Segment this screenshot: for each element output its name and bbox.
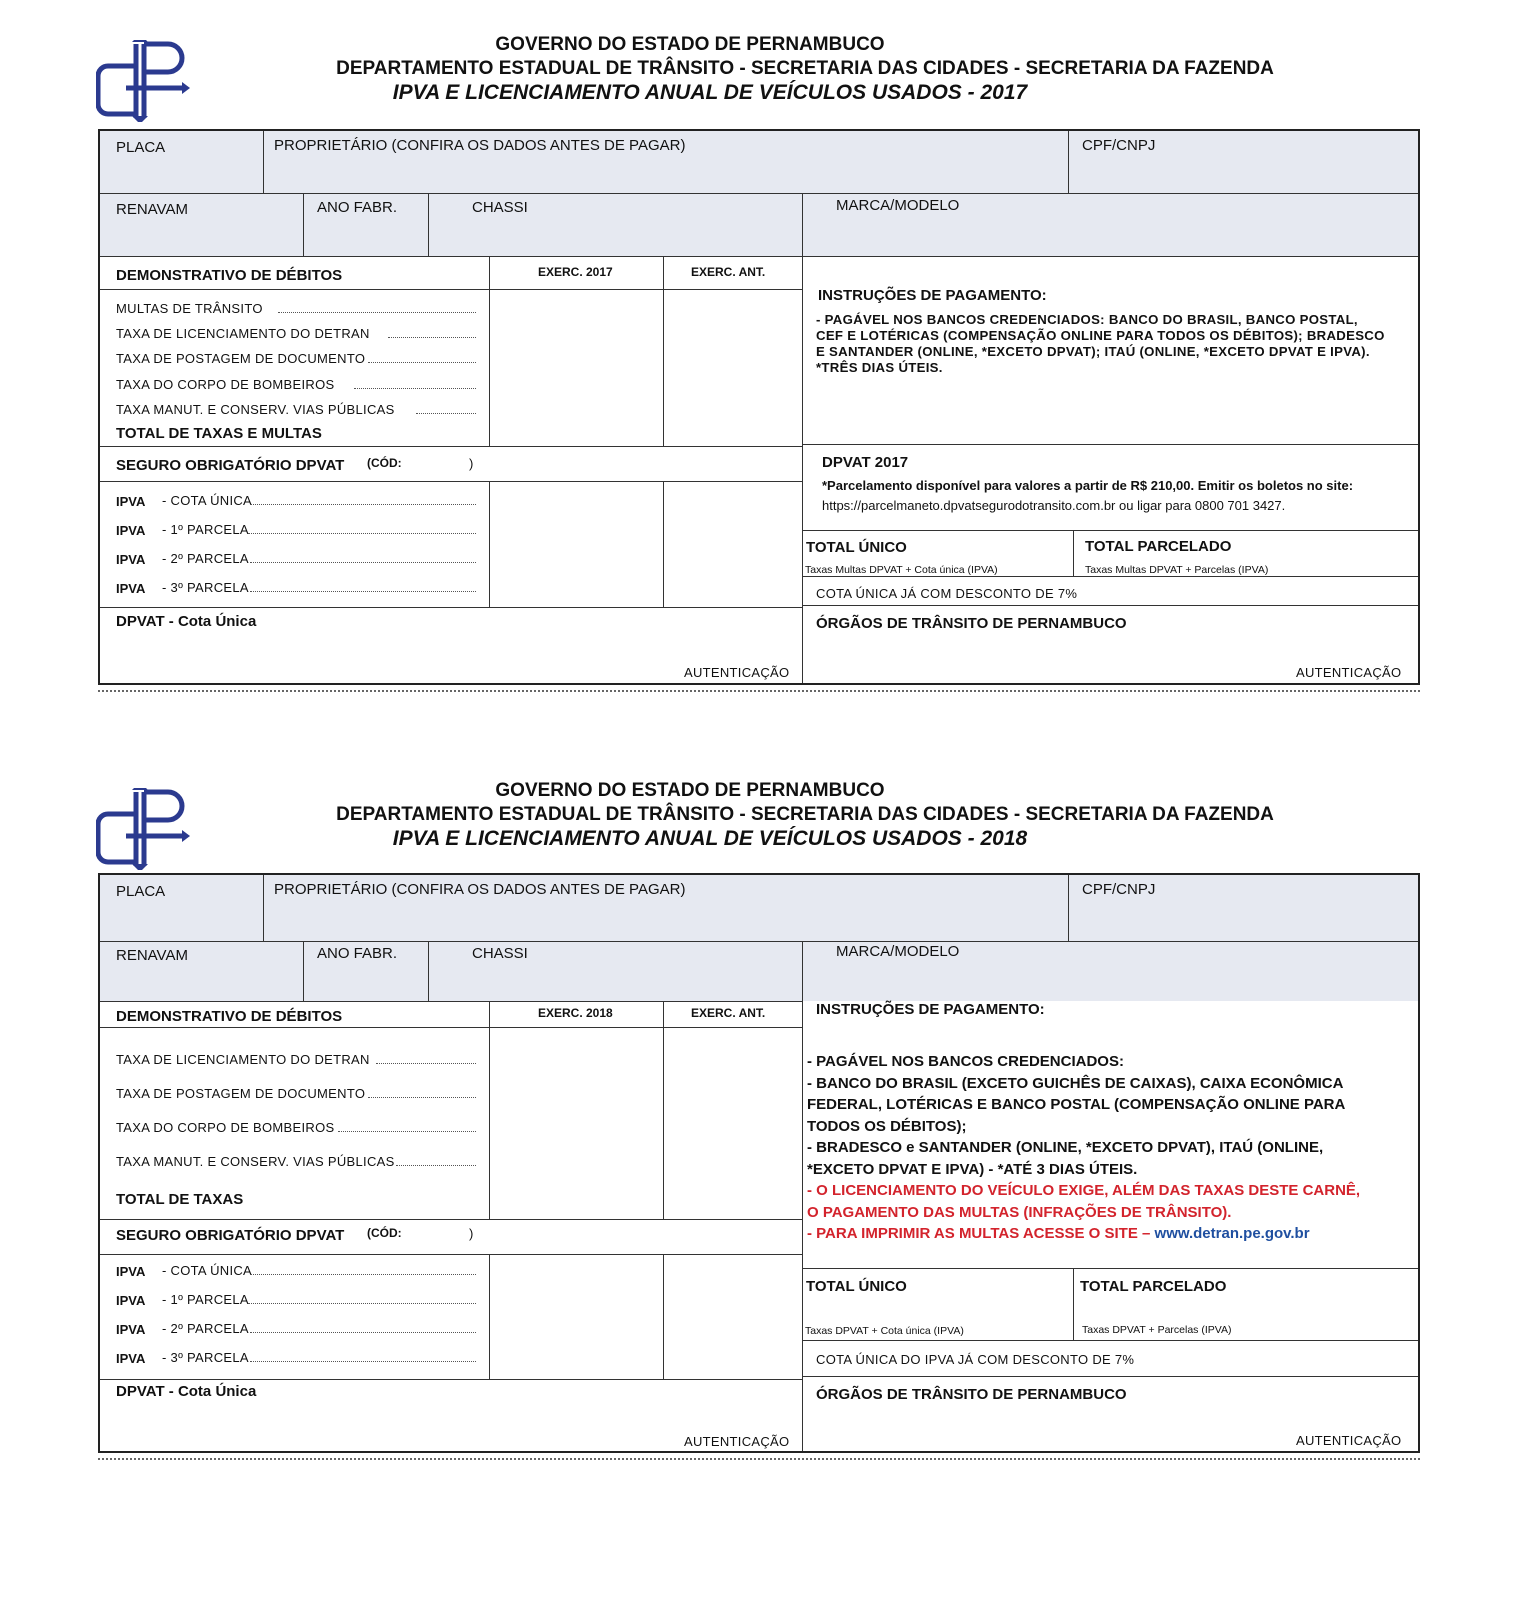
total-parcelado-label: TOTAL PARCELADO <box>1085 538 1232 555</box>
autenticacao-right: AUTENTICAÇÃO <box>1296 665 1402 680</box>
total-taxas-label: TOTAL DE TAXAS E MULTAS <box>116 425 322 442</box>
ano-fabr-label: ANO FABR. <box>317 945 398 962</box>
cod-close: ) <box>469 456 474 471</box>
instr-text: - PAGÁVEL NOS BANCOS CREDENCIADOS: BANCO DO BRASIL, BANCO POSTAL, CEF E LOTÉRICAS (COMPENSAÇÃO ONLINE PARA TODOS OS DÉBITOS); BRADESCO E SANTANDER (ONLINE, *EXCETO DPVAT); ITAÚ (ONLINE, *EXCETO DPVAT E IPVA). *TRÊS DIAS ÚTEIS. <box>816 312 1385 375</box>
item-taxa-bombeiros: TAXA DO CORPO DE BOMBEIROS <box>116 377 335 392</box>
sub-parcelado: Taxas Multas DPVAT + Parcelas (IPVA) <box>1085 564 1269 576</box>
dpvat-title: DPVAT 2017 <box>822 454 909 471</box>
cpf-label: CPF/CNPJ <box>1082 137 1156 154</box>
instr-title: INSTRUÇÕES DE PAGAMENTO: <box>816 1001 1045 1018</box>
dpvat-line2: https://parcelmaneto.dpvatsegurodotransito.com.br ou ligar para 0800 701 3427. <box>822 498 1286 513</box>
autenticacao-left: AUTENTICAÇÃO <box>684 665 790 680</box>
autenticacao-right: AUTENTICAÇÃO <box>1296 1433 1402 1448</box>
ipva-label: IPVA <box>116 1264 146 1279</box>
ipva-label: IPVA <box>116 523 146 538</box>
chassi-label: CHASSI <box>472 199 528 216</box>
ipva-cota-unica: - COTA ÚNICA <box>162 493 253 508</box>
item-taxa-bombeiros: TAXA DO CORPO DE BOMBEIROS <box>116 1120 335 1135</box>
ipva-parcela-1: - 1º PARCELA <box>162 1292 249 1307</box>
cod-label: (CÓD: <box>367 456 402 470</box>
total-taxas-label: TOTAL DE TAXAS <box>116 1191 244 1208</box>
marca-modelo-label: MARCA/MODELO <box>836 943 960 960</box>
exerc-label: EXERC. 2018 <box>538 1006 613 1020</box>
exerc-ant-label: EXERC. ANT. <box>691 265 766 279</box>
seguro-label: SEGURO OBRIGATÓRIO DPVAT <box>116 457 345 474</box>
gov-title: GOVERNO DO ESTADO DE PERNAMBUCO <box>495 34 885 55</box>
detran-pe-logo-icon <box>96 40 190 122</box>
gov-title: GOVERNO DO ESTADO DE PERNAMBUCO <box>495 780 885 801</box>
total-parcelado-label: TOTAL PARCELADO <box>1080 1278 1227 1295</box>
item-taxa-manut: TAXA MANUT. E CONSERV. VIAS PÚBLICAS <box>116 402 395 417</box>
dpvat-cota-label: DPVAT - Cota Única <box>116 613 257 630</box>
cut-line <box>98 1458 1420 1460</box>
sub-parcelado: Taxas DPVAT + Parcelas (IPVA) <box>1082 1324 1232 1336</box>
form-box <box>98 129 1420 685</box>
dpvat-cota-label: DPVAT - Cota Única <box>116 1383 257 1400</box>
cod-close: ) <box>469 1226 474 1241</box>
item-multas: MULTAS DE TRÂNSITO <box>116 301 263 316</box>
detran-site-link[interactable]: www.detran.pe.gov.br <box>1154 1225 1310 1242</box>
exerc-label: EXERC. 2017 <box>538 265 613 279</box>
renavam-label: RENAVAM <box>116 947 188 964</box>
cpf-label: CPF/CNPJ <box>1082 881 1156 898</box>
form-title: IPVA E LICENCIAMENTO ANUAL DE VEÍCULOS USADOS - 2018 <box>392 827 1028 850</box>
item-taxa-licenciamento: TAXA DE LICENCIAMENTO DO DETRAN <box>116 326 370 341</box>
instr-text: - PAGÁVEL NOS BANCOS CREDENCIADOS: - BANCO DO BRASIL (EXCETO GUICHÊS DE CAIXAS), CAIXA ECONÔMICA FEDERAL, LOTÉRICAS E BANCO POSTAL (COMPENSAÇÃO ONLINE PARA TODOS OS DÉBITOS); - BRADESCO e SANTANDER (ONLINE, *EXCETO DPVAT), ITAÚ (ONLINE, *EXCETO DPVAT E IPVA) - *ATÉ 3 DIAS ÚTEIS. - O LICENCIAMENTO DO VEÍCULO EXIGE, ALÉM DAS TAXAS DESTE CARNÊ, O PAGAMENTO DAS MULTAS (INFRAÇÕES DE TRÂNSITO). - PARA IMPRIMIR AS MULTAS ACESSE O SITE – www.detran.pe.gov.br <box>807 1053 1361 1242</box>
sub-unico: Taxas DPVAT + Cota única (IPVA) <box>805 1325 964 1337</box>
ipva-label: IPVA <box>116 1322 146 1337</box>
ipva-label: IPVA <box>116 581 146 596</box>
demonstrativo-label: DEMONSTRATIVO DE DÉBITOS <box>116 1008 343 1025</box>
ipva-label: IPVA <box>116 1293 146 1308</box>
cut-line <box>98 690 1420 692</box>
ipva-cota-unica: - COTA ÚNICA <box>162 1263 253 1278</box>
proprietario-label: PROPRIETÁRIO (CONFIRA OS DADOS ANTES DE PAGAR) <box>274 881 686 898</box>
exerc-ant-label: EXERC. ANT. <box>691 1006 766 1020</box>
ipva-label: IPVA <box>116 1351 146 1366</box>
dept-title: DEPARTAMENTO ESTADUAL DE TRÂNSITO - SECRETARIA DAS CIDADES - SECRETARIA DA FAZENDA <box>336 804 1274 825</box>
orgaos-label: ÓRGÃOS DE TRÂNSITO DE PERNAMBUCO <box>816 615 1127 632</box>
instr-title: INSTRUÇÕES DE PAGAMENTO: <box>818 287 1047 304</box>
form-box <box>98 873 1420 1453</box>
dpvat-line1: *Parcelamento disponível para valores a partir de R$ 210,00. Emitir os boletos no site: <box>822 478 1354 493</box>
ano-fabr-label: ANO FABR. <box>317 199 398 216</box>
sub-unico: Taxas Multas DPVAT + Cota única (IPVA) <box>805 564 998 576</box>
ipva-parcela-1: - 1º PARCELA <box>162 522 249 537</box>
item-taxa-licenciamento: TAXA DE LICENCIAMENTO DO DETRAN <box>116 1052 370 1067</box>
placa-label: PLACA <box>116 883 166 900</box>
proprietario-label: PROPRIETÁRIO (CONFIRA OS DADOS ANTES DE PAGAR) <box>274 137 686 154</box>
ipva-label: IPVA <box>116 552 146 567</box>
desconto-label: COTA ÚNICA DO IPVA JÁ COM DESCONTO DE 7% <box>816 1352 1135 1367</box>
desconto-label: COTA ÚNICA JÁ COM DESCONTO DE 7% <box>816 586 1078 601</box>
seguro-label: SEGURO OBRIGATÓRIO DPVAT <box>116 1227 345 1244</box>
cod-label: (CÓD: <box>367 1226 402 1240</box>
ipva-label: IPVA <box>116 494 146 509</box>
detran-pe-logo-icon <box>96 788 190 870</box>
renavam-label: RENAVAM <box>116 201 188 218</box>
form-title: IPVA E LICENCIAMENTO ANUAL DE VEÍCULOS USADOS - 2017 <box>392 81 1028 104</box>
item-taxa-manut: TAXA MANUT. E CONSERV. VIAS PÚBLICAS <box>116 1154 395 1169</box>
item-taxa-postagem: TAXA DE POSTAGEM DE DOCUMENTO <box>116 351 366 366</box>
chassi-label: CHASSI <box>472 945 528 962</box>
dept-title: DEPARTAMENTO ESTADUAL DE TRÂNSITO - SECRETARIA DAS CIDADES - SECRETARIA DA FAZENDA <box>336 58 1274 79</box>
ipva-parcela-3: - 3º PARCELA <box>162 580 249 595</box>
placa-label: PLACA <box>116 139 166 156</box>
orgaos-label: ÓRGÃOS DE TRÂNSITO DE PERNAMBUCO <box>816 1386 1127 1403</box>
ipva-parcela-2: - 2º PARCELA <box>162 1321 249 1336</box>
ipva-parcela-2: - 2º PARCELA <box>162 551 249 566</box>
marca-modelo-label: MARCA/MODELO <box>836 197 960 214</box>
total-unico-label: TOTAL ÚNICO <box>806 539 907 556</box>
demonstrativo-label: DEMONSTRATIVO DE DÉBITOS <box>116 267 343 284</box>
autenticacao-left: AUTENTICAÇÃO <box>684 1434 790 1449</box>
item-taxa-postagem: TAXA DE POSTAGEM DE DOCUMENTO <box>116 1086 366 1101</box>
ipva-parcela-3: - 3º PARCELA <box>162 1350 249 1365</box>
total-unico-label: TOTAL ÚNICO <box>806 1278 907 1295</box>
